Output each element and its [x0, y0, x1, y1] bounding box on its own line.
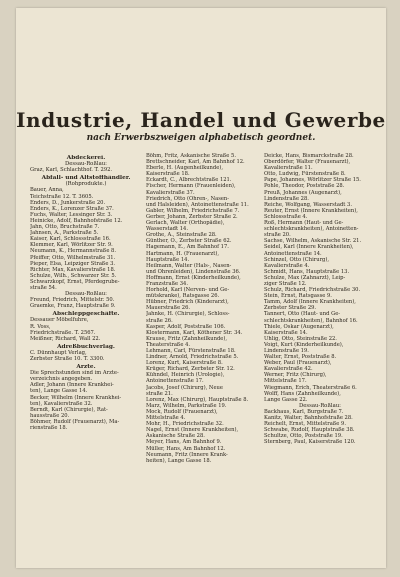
directory-entry: Schlossstraße 4. — [264, 213, 308, 220]
directory-entry: Stein, Ernst, Ratsgasse 9. — [264, 293, 332, 300]
directory-entry: Kaiserstraße 14. — [264, 329, 308, 336]
directory-entry: Friedrichstraße. T. 2567. — [30, 329, 96, 336]
directory-entry: Krüger, Richard, Zerbster Str. 12. — [146, 366, 235, 373]
directory-entry: und Halsleiden), Antoinettenstraße 11. — [146, 201, 249, 208]
directory-entry: hausstraße 20. — [30, 412, 70, 419]
directory-entry: Deicke, Hans, Bismarckstraße 28. — [264, 153, 354, 159]
directory-entry: Preuß, Johannes (Augenarzt), — [264, 189, 342, 196]
directory-entry: Reiche, Wolfgang, Wasserstadt 3. — [264, 201, 352, 208]
directory-entry: Meißner, Richard, Wall 22. — [30, 335, 101, 342]
directory-entry: Weber, Paul (Frauenarzt), — [264, 360, 332, 367]
directory-entry: Mittelstraße 17. — [264, 378, 307, 385]
directory-entry: Antoinettenstraße 14. — [264, 250, 322, 257]
directory-entry: Jahnke, H. (Chirurgie), Schloss- — [146, 311, 230, 318]
directory-page — [16, 8, 386, 568]
directory-entry: Kavalierstraße 4. — [264, 262, 310, 269]
directory-entry: Sachse, Wilhelm, Askanische Str. 21. — [264, 238, 362, 245]
directory-entry: Kavalierstraße 11. — [264, 165, 313, 172]
directory-entry: Pape, Johannes, Wörlitzer Straße 15. — [264, 177, 361, 184]
section-heading: Abfall- und Altstoffhändler. — [41, 175, 131, 182]
directory-entry: Hoffmann, Ernst (Kinderheilkunde), — [146, 274, 241, 281]
directory-entry: Eckardt, C., Albrechtstraße 121. — [146, 177, 232, 184]
directory-entry: straße 20. — [264, 232, 291, 239]
directory-entry: Thiele, Oskar (Augenarzt), — [264, 323, 334, 330]
directory-entry: Müller, Hans, Am Bahnhof 12. — [146, 445, 226, 452]
directory-entry: Schinzel, Otto (Chirurg), — [264, 256, 330, 263]
directory-entry: Jacobs, Josef (Chirurg), Neue — [146, 384, 223, 391]
directory-entry: Zerbster Straße 10. T. 3300. — [30, 356, 105, 362]
directory-entry: Tannert, Otto (Haut- und Ge- — [264, 311, 341, 318]
directory-entry: Kaiserstraße 18. — [146, 171, 190, 178]
directory-entry: Adler, Johann (Innere Krankhei- — [30, 382, 114, 389]
directory-entry: ziger Straße 12. — [264, 280, 307, 287]
directory-entry: Lindenstraße 28. — [264, 195, 309, 202]
directory-entry: rienstraße 18. — [30, 425, 68, 432]
directory-entry: straße 54. — [30, 284, 57, 291]
location-subheading: Dessau-Roßlau: — [299, 402, 341, 409]
directory-entry: Böhm, Fritz, Askanische Straße 5. — [146, 153, 236, 159]
directory-entry: Theaterstraße 4. — [146, 341, 191, 348]
directory-entry: Jahn, Otto, Bruchstraße 7. — [30, 224, 100, 231]
section-heading: Adreßbuchverlag. — [57, 343, 115, 350]
directory-entry: Eberle, H. (Augenheilkunde), — [146, 165, 223, 172]
directory-entry: Sternberg, Paul, Kaiserstraße 120. — [264, 439, 356, 446]
directory-entry: Hartmann, H. (Frauenarzt), — [146, 250, 220, 257]
directory-entry: Gerlach, Walter (Orthopädie), — [146, 220, 225, 227]
directory-entry: Horhold, Karl (Nerven- und Ge- — [146, 287, 230, 294]
directory-entry: Teichstraße 12. T. 3605. — [30, 193, 94, 200]
directory-entry: schlechtskrankheiten), Bahnhof 16. — [264, 317, 358, 324]
directory-entry: Fuchs, Walter, Lessinger Str. 3. — [30, 211, 113, 218]
directory-entry: straße 21. — [146, 390, 173, 397]
column-left — [30, 153, 142, 431]
directory-entry: Kavalierstraße 37. — [146, 189, 195, 196]
section-heading: Abdeckerei. — [66, 155, 106, 161]
directory-entry: straße 26. — [146, 317, 173, 324]
directory-entry: Voigt, Kurt (Kinderheilkunde), — [264, 341, 344, 348]
directory-entry: Heilmann, Walter (Hals-, Nasen- — [146, 262, 232, 269]
directory-entry: Hagemann, E., Am Bahnhof 17. — [146, 244, 229, 251]
directory-entry: Kühndel, Heinrich (Urologie), — [146, 372, 225, 379]
directory-entry: Klostermann, Karl, Köthener Str. 34. — [146, 329, 243, 336]
directory-entry: Heinicke, Adolf, Bahnhofstraße 12. — [30, 217, 123, 224]
directory-entry: Enders, D., Junkerstraße 20. — [30, 199, 106, 206]
directory-entry: Grothe, A., Steinstraße 28. — [146, 232, 217, 239]
directory-entry: Friedrich, Otto (Ohren-, Nasen- — [146, 195, 230, 202]
directory-entry: Kanitz, Walter, Bahnhofstraße 28. — [264, 415, 353, 422]
directory-entry: Kaiser, Karl, Schlossstraße 16. — [30, 236, 111, 243]
directory-entry: Gabler, Wilhelm, Friedrichstraße 7. — [146, 207, 240, 214]
column-middle — [146, 153, 258, 464]
directory-entry: Berndt, Karl (Chirurgie), Rat- — [30, 406, 108, 413]
directory-entry: Becker, Wilhelm (Innere Krankhei- — [30, 394, 122, 401]
directory-entry: verzeichnis angegeben. — [30, 376, 93, 383]
directory-entry: Marz, Wilhelm, Parkstraße 19. — [146, 402, 227, 409]
directory-entry: Nagel, Ernst (Innere Krankheiten), — [146, 427, 239, 434]
directory-entry: Uhlig, Otto, Steinstraße 22. — [264, 335, 337, 342]
directory-entry: Neumann, Fritz (Innere Krank- — [146, 451, 228, 458]
directory-entry: Richter, Max, Kavalierstraße 18. — [30, 266, 116, 273]
directory-entry: ten), Kavalierstraße 32. — [30, 400, 93, 407]
directory-entry: Otto, Ludwig, Fürstenstraße 8. — [264, 171, 346, 178]
location-subheading: (Rohprodukte.) — [65, 181, 107, 188]
directory-entry: Freund, Friedrich, Mittelstr. 50. — [30, 297, 115, 304]
directory-entry: Hauptstraße 14. — [146, 256, 190, 263]
directory-entry: Schulze, Wilh., Schwarzer Str. 5. — [30, 272, 117, 279]
location-subheading: Dessau-Roßlau: — [65, 291, 107, 298]
directory-entry: Tamm, Adolf (Innere Krankheiten), — [264, 299, 356, 306]
directory-entry: Lindenstraße 19. — [264, 348, 309, 354]
directory-entry: Seidel, Karl (Innere Krankheiten), — [264, 244, 354, 251]
directory-entry: Zerbster Straße 29. — [264, 305, 317, 312]
directory-entry: Pfeiffer, Otto, Wilhelmstraße 31. — [30, 254, 116, 261]
directory-entry: Lange Gasse 22. — [264, 396, 308, 403]
directory-entry: und Ohrenleiden), Lindenstraße 36. — [146, 268, 241, 275]
directory-entry: Pieper, Elsa, Leipziger Straße 3. — [30, 260, 116, 267]
page-subtitle: nach Erwerbszweigen alphabetisch geordnet. — [86, 133, 316, 143]
directory-entry: Lindner, Arnold, Friedrichstraße 5. — [146, 354, 239, 361]
directory-entry: Mohr, H., Friedrichstraße 32. — [146, 421, 224, 428]
directory-entry: Enders, K., Lorenzer Straße 37. — [30, 205, 114, 212]
directory-entry: Dessauer Möbelfuhre, — [30, 317, 89, 324]
directory-entry: Franzstraße 34. — [146, 280, 188, 287]
column-right — [264, 153, 376, 446]
directory-entry: Krause, Fritz (Zahnheilkunde), — [146, 335, 228, 342]
directory-entry: Reuter, Ernst (Innere Krankheiten), — [264, 207, 358, 214]
directory-entry: Gerber, Johann, Zerbster Straße 2. — [146, 213, 238, 220]
section-heading: Abschleppgeschäfte. — [52, 311, 120, 318]
directory-entry: C. Dünnhaupt Verlag, — [30, 349, 87, 356]
directory-entry: Antoinettenstraße 17. — [146, 378, 204, 385]
location-subheading: Dessau-Roßlau: — [65, 161, 107, 168]
directory-entry: Kavalierstraße 42. — [264, 366, 313, 373]
directory-entry: Graemke, Franz, Hauptstraße 9. — [30, 303, 116, 310]
directory-entry: Oberdörfer, Walter (Frauenarzt), — [264, 159, 351, 166]
directory-entry: Meyer, Hans, Am Bahnhof 9. — [146, 439, 222, 446]
directory-entry: heiten), Lange Gasse 18. — [146, 457, 212, 464]
directory-entry: Lorenz, Kurt, Kaiserstraße 8. — [146, 360, 223, 367]
directory-entry: mütskranke), Ratsgasse 26. — [146, 293, 220, 300]
directory-entry: schlechtskrankheiten), Antoinetten- — [264, 226, 359, 233]
directory-entry: Roß, Hermann (Haut- und Ge- — [264, 220, 344, 227]
directory-entry: Bauer, Anna, — [30, 187, 64, 194]
directory-entry: Backhaus, Karl, Burgstraße 7. — [264, 408, 344, 415]
directory-entry: Werner, Fritz (Chirurg), — [264, 372, 327, 379]
directory-entry: Mauerstraße 26. — [146, 305, 191, 312]
directory-entry: Wolff, Hans (Zahnheilkunde), — [264, 390, 341, 397]
directory-entry: Jahnsen, A., Parkstraße 5. — [30, 230, 99, 237]
directory-entry: Lehmann, Carl, Fürstenstraße 18. — [146, 348, 236, 354]
directory-entry: Böhmer, Rudolf (Frauenarzt), Ma- — [30, 418, 120, 425]
directory-entry: Reichelt, Ernst, Mittelstraße 9. — [264, 421, 346, 428]
directory-entry: Schulze, Max (Zahnarzt), Leip- — [264, 274, 346, 281]
page-title: Industrie, Handel und Gewerbe — [16, 108, 386, 132]
directory-entry: Askanische Straße 28. — [146, 433, 205, 440]
directory-entry: R. Voss, — [30, 323, 51, 330]
directory-entry: Brettschneider, Karl, Am Bahnhof 12. — [146, 159, 245, 166]
directory-entry: Neumann, K., Hermannstraße 8. — [30, 248, 116, 255]
directory-entry: Mittelstraße 4. — [146, 415, 186, 422]
directory-entry: Wiegmann, Erich, Theaterstraße 6. — [264, 384, 357, 391]
directory-entry: Günther, O., Zerbster Straße 62. — [146, 238, 232, 245]
directory-entry: Schwarzkopf, Ernst, Pferdegrube- — [30, 278, 120, 285]
directory-entry: Schultze, Otto, Poststraße 19. — [264, 433, 343, 440]
directory-entry: Lorenz, Max (Chirurg), Hauptstraße 8. — [146, 396, 249, 403]
directory-entry: ten), Lange Gasse 14. — [30, 388, 88, 395]
directory-entry: Pohle, Theodor, Poststraße 28. — [264, 183, 345, 190]
directory-entry: Fischer, Hermann (Frauenleiden), — [146, 183, 236, 190]
directory-entry: Walter, Ernst, Poststraße 8. — [264, 354, 337, 361]
directory-entry: Wasserstadt 14. — [146, 226, 188, 233]
directory-entry: Graz, Karl, Schlachthof. T. 292. — [30, 167, 113, 174]
directory-entry: Klemmer, Karl, Wörlitzer Str. 9. — [30, 242, 113, 249]
directory-entry: Schwabe, Rudolf, Hauptstraße 38. — [264, 427, 355, 434]
directory-entry: Schulz, Richard, Friedrichstraße 30. — [264, 287, 361, 294]
directory-entry: Hübner, Friedrich (Kinderarzt), — [146, 299, 229, 306]
directory-entry: Kasper, Adolf, Poststraße 106. — [146, 323, 226, 330]
directory-entry: Schmidt, Hans, Hauptstraße 13. — [264, 268, 350, 275]
section-heading: Ärzte. — [76, 364, 96, 371]
directory-entry: Mock, Rudolf (Frauenarzt), — [146, 408, 218, 415]
directory-entry: Die Sprechstunden sind im Ärzte- — [30, 370, 119, 377]
